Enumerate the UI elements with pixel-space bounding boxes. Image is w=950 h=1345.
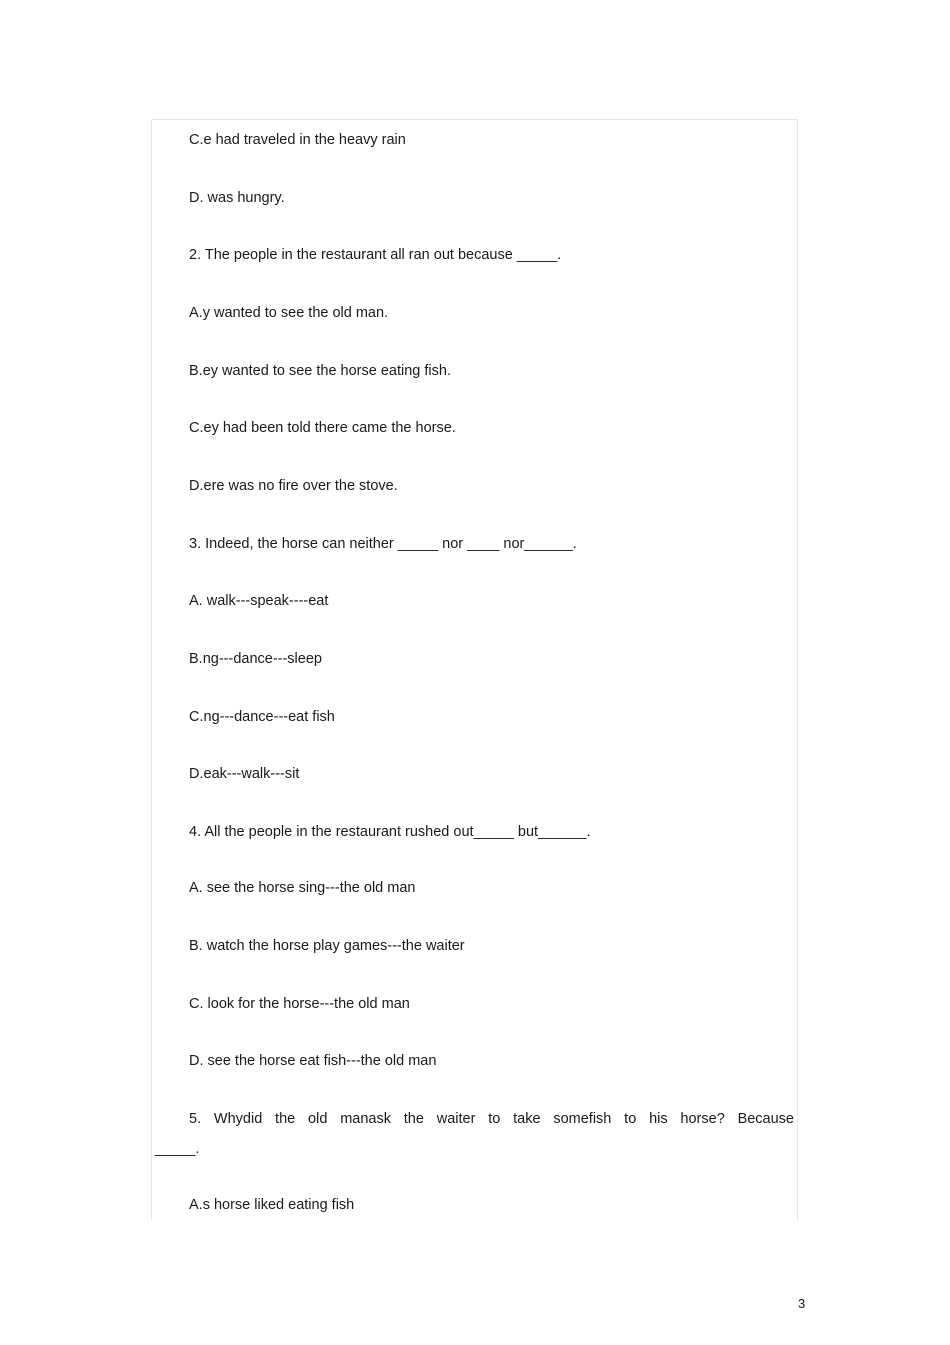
question-5-line-2: _____. bbox=[155, 1141, 200, 1157]
option-a-q4: A. see the horse sing---the old man bbox=[189, 880, 416, 896]
question-4: 4. All the people in the restaurant rushed out_____ but______. bbox=[189, 824, 591, 840]
option-c-q4: C. look for the horse---the old man bbox=[189, 996, 410, 1012]
option-b-q2: B.ey wanted to see the horse eating fish. bbox=[189, 363, 451, 379]
option-b-q3: B.ng---dance---sleep bbox=[189, 651, 322, 667]
question-3: 3. Indeed, the horse can neither _____ nor ____ nor______. bbox=[189, 536, 577, 552]
option-c-q1: C.e had traveled in the heavy rain bbox=[189, 132, 406, 148]
option-d-q3: D.eak---walk---sit bbox=[189, 766, 300, 782]
option-b-q4: B. watch the horse play games---the waiter bbox=[189, 938, 465, 954]
option-c-q3: C.ng---dance---eat fish bbox=[189, 709, 335, 725]
option-a-q5: A.s horse liked eating fish bbox=[189, 1197, 355, 1213]
option-a-q2: A.y wanted to see the old man. bbox=[189, 305, 389, 321]
option-d-q1: D. was hungry. bbox=[189, 190, 285, 206]
question-2: 2. The people in the restaurant all ran out because _____. bbox=[189, 247, 562, 263]
option-a-q3: A. walk---speak----eat bbox=[189, 593, 329, 609]
option-c-q2: C.ey had been told there came the horse. bbox=[189, 420, 456, 436]
option-d-q2: D.ere was no fire over the stove. bbox=[189, 478, 398, 494]
question-5-line-1: 5. Whydid the old manask the waiter to take somefish to his horse? Because bbox=[189, 1111, 794, 1127]
page-number: 3 bbox=[798, 1296, 806, 1311]
option-d-q4: D. see the horse eat fish---the old man bbox=[189, 1053, 437, 1069]
